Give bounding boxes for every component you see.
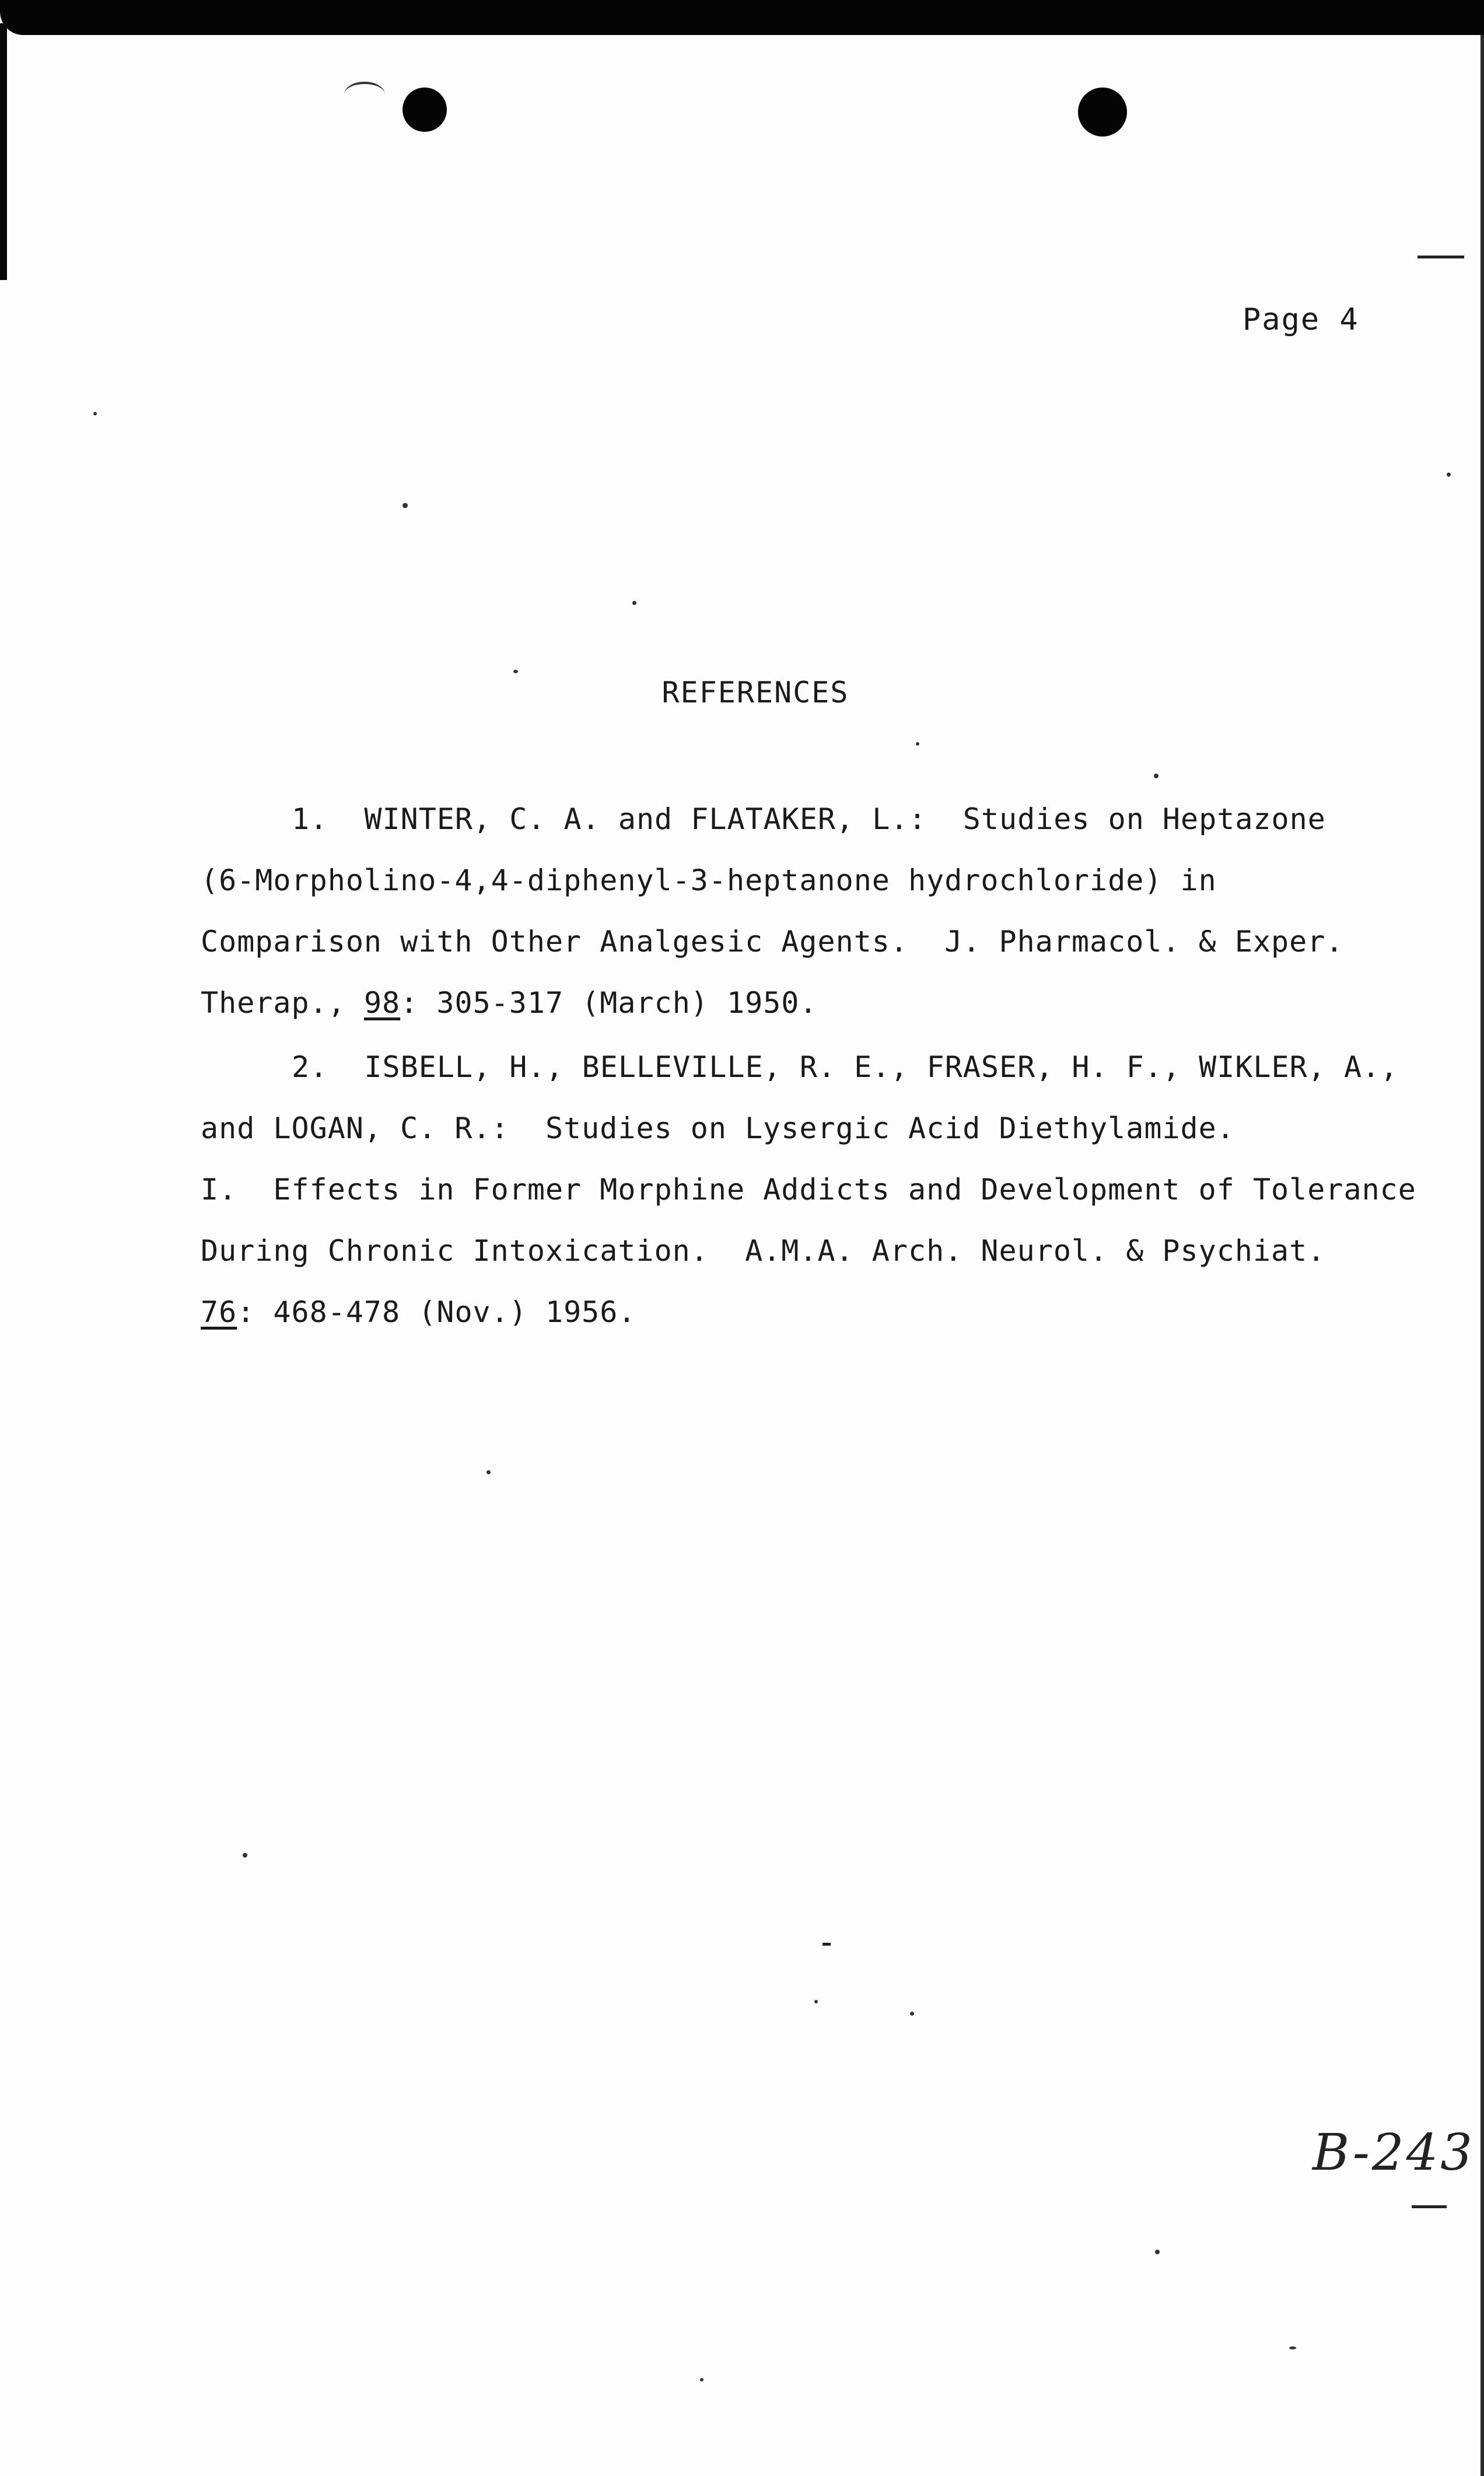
- reference-2-pages: : 468-478 (Nov.) 1956.: [237, 1295, 636, 1329]
- scan-speck: [487, 1470, 491, 1474]
- scan-speck: [1289, 2346, 1296, 2349]
- page-number: Page 4: [1242, 302, 1359, 337]
- reference-1-line-3: Comparison with Other Analgesic Agents. J. Pharmacol. & Exper.: [201, 925, 1344, 959]
- scan-speck: [700, 2378, 704, 2381]
- reference-1-line-1: 1. WINTER, C. A. and FLATAKER, L.: Studies on Heptazone: [292, 802, 1326, 836]
- scan-speck: [1155, 2250, 1160, 2254]
- scan-speck: [402, 503, 408, 508]
- handwritten-document-code: B-243: [1312, 2124, 1475, 2182]
- scan-speck: [814, 2000, 818, 2003]
- punch-hole-arc: [344, 82, 385, 107]
- scan-speck: [1154, 774, 1158, 778]
- reference-2-line-3: I. Effects in Former Morphine Addicts and Development of Tolerance: [201, 1173, 1416, 1206]
- reference-2-line-5: [201, 1295, 636, 1329]
- reference-1-line-4: [201, 986, 818, 1020]
- reference-2-line-2: and LOGAN, C. R.: Studies on Lysergic Acid Diethylamide.: [201, 1111, 1235, 1145]
- references-heading: REFERENCES: [662, 676, 849, 709]
- scan-top-edge: [0, 0, 1484, 35]
- scan-right-edge: [1480, 35, 1484, 2476]
- reference-1-pages: : 305-317 (March) 1950.: [400, 986, 818, 1020]
- reference-1-line-2: (6-Morpholino-4,4-diphenyl-3-heptanone hydrochloride) in: [201, 863, 1217, 897]
- scan-mark: [822, 1943, 831, 1946]
- scan-left-edge: [0, 23, 7, 280]
- reference-2-line-1: 2. ISBELL, H., BELLEVILLE, R. E., FRASER, H. F., WIKLER, A.,: [292, 1050, 1399, 1084]
- scan-speck: [1447, 473, 1451, 477]
- punch-hole-right: [1078, 88, 1127, 137]
- reference-2-line-4: During Chronic Intoxication. A.M.A. Arch. Neurol. & Psychiat.: [201, 1234, 1326, 1268]
- reference-1-journal-prefix: Therap.,: [201, 986, 364, 1020]
- scan-speck: [93, 412, 97, 415]
- punch-hole-left: [402, 88, 447, 132]
- scan-speck: [632, 601, 636, 605]
- scan-speck: [243, 1853, 247, 1858]
- scan-mark: [1412, 2205, 1447, 2208]
- scan-speck: [916, 742, 919, 746]
- scan-speck: [513, 670, 518, 673]
- scan-mark: [1418, 256, 1464, 258]
- reference-1-volume: 98: [363, 986, 401, 1020]
- scan-speck: [910, 2012, 914, 2016]
- reference-2-volume: 76: [201, 1295, 237, 1329]
